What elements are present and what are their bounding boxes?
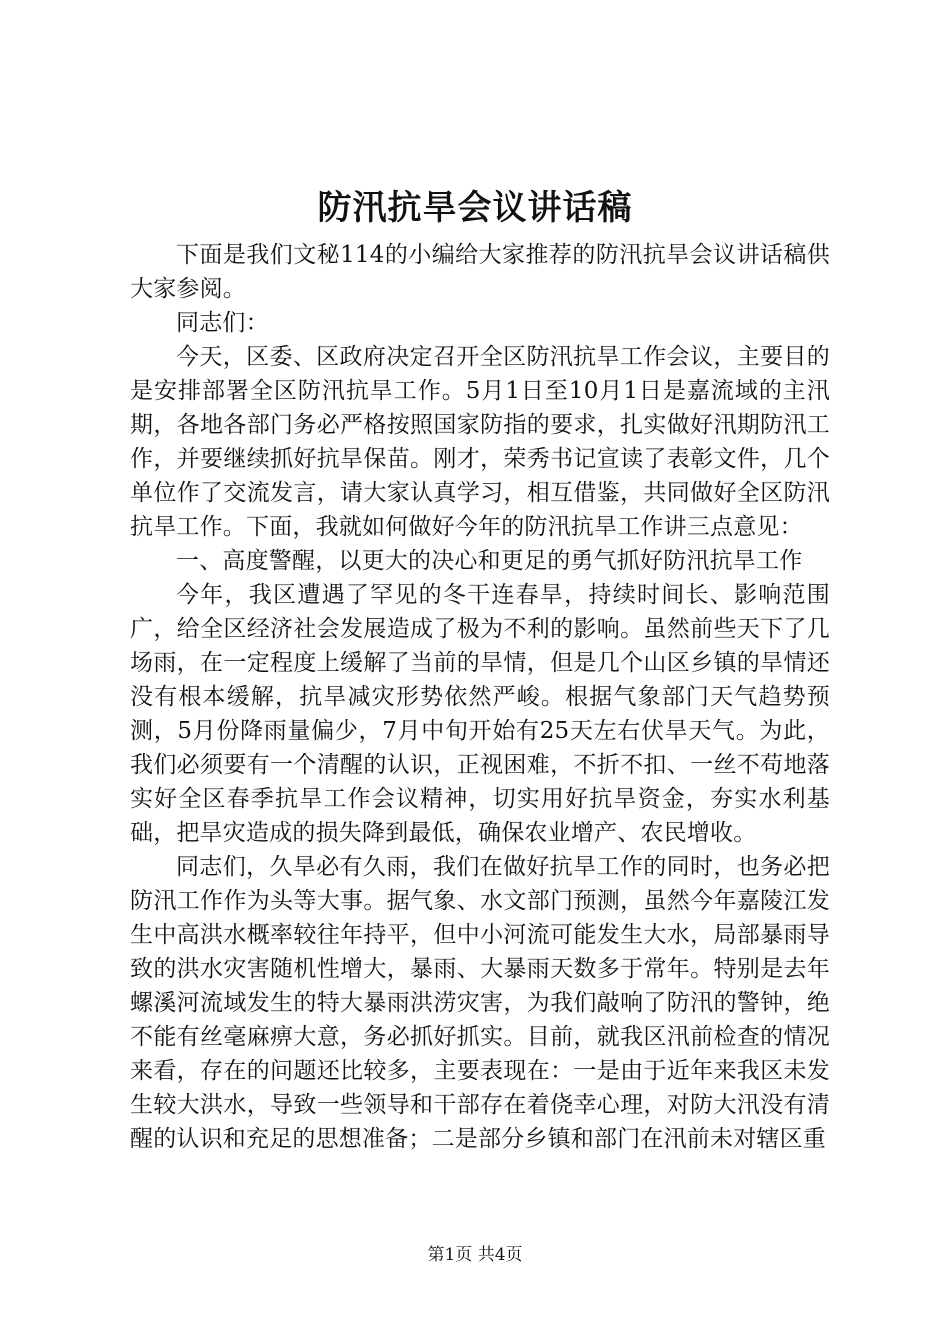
paragraph-opening: 今天，区委、区政府决定召开全区防汛抗旱工作会议，主要目的是安排部署全区防汛抗旱工作。5月1日至10月1日是嘉流域的主汛期，各地各部门务必严格按照国家防指的要求，扎实做好汛期防汛工作，并要继续抓好抗旱保苗。刚才，荣秀书记宣读了表彰文件，几个单位作了交流发言，请大家认真学习，相互借鉴，共同做好全区防汛抗旱工作。下面，我就如何做好今年的防汛抗旱工作讲三点意见： [130,344,830,540]
document-body [130,238,830,1156]
paragraph-intro: 下面是我们文秘114的小编给大家推荐的防汛抗旱会议讲话稿供大家参阅。 [130,242,830,302]
document-title: 防汛抗旱会议讲话稿 [317,188,633,228]
page-footer: 第1页 共4页 [427,1245,523,1265]
paragraph-drought: 今年，我区遭遇了罕见的冬干连春旱，持续时间长、影响范围广，给全区经济社会发展造成了极为不利的影响。虽然前些天下了几场雨，在一定程度上缓解了当前的旱情，但是几个山区乡镇的旱情还没有根本缓解，抗旱减灾形势依然严峻。根据气象部门天气趋势预测，5月份降雨量偏少，7月中旬开始有25天左右伏旱天气。为此，我们必须要有一个清醒的认识，正视困难，不折不扣、一丝不苟地落实好全区春季抗旱工作会议精神，切实用好抗旱资金，夯实水利基础，把旱灾造成的损失降到最低，确保农业增产、农民增收。 [130,582,830,846]
section-heading-1: 一、高度警醒，以更大的决心和更足的勇气抓好防汛抗旱工作 [176,548,803,574]
paragraph-salutation: 同志们： [176,310,269,336]
paragraph-flood: 同志们，久旱必有久雨，我们在做好抗旱工作的同时，也务必把防汛工作作为头等大事。据气象、水文部门预测，虽然今年嘉陵江发生中高洪水概率较往年持平，但中小河流可能发生大水，局部暴雨导致的洪水灾害随机性增大，暴雨、大暴雨天数多于常年。特别是去年螺溪河流域发生的特大暴雨洪涝灾害，为我们敲响了防汛的警钟，绝不能有丝毫麻痹大意，务必抓好抓实。目前，就我区汛前检查的情况来看，存在的问题还比较多，主要表现在：一是由于近年来我区未发生较大洪水，导致一些领导和干部存在着侥幸心理，对防大汛没有清醒的认识和充足的思想准备；二是部分乡镇和部门在汛前未对辖区重 [130,854,830,1152]
